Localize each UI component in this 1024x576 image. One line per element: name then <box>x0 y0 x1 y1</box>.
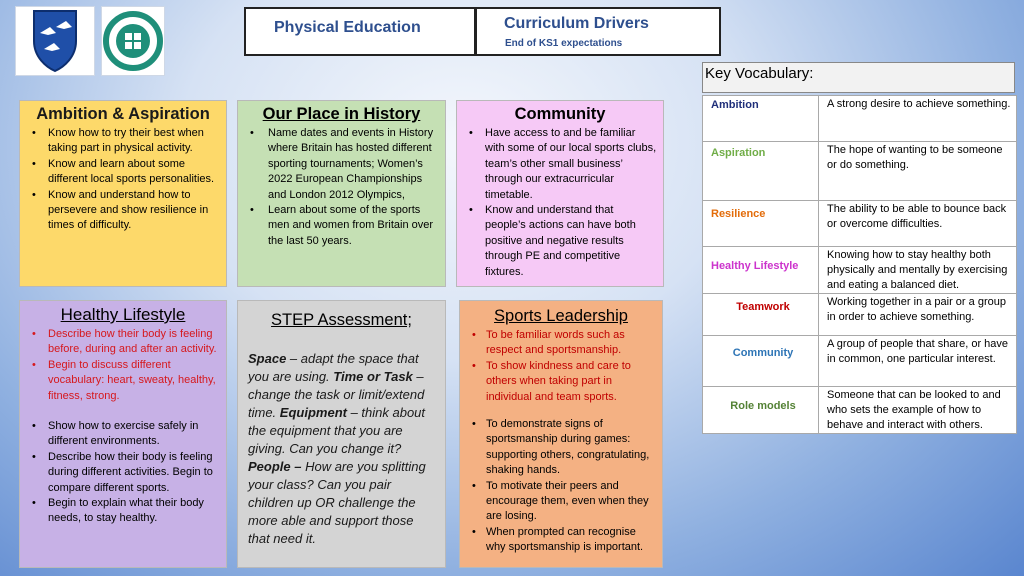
healthy-lifestyle-panel <box>19 300 227 568</box>
vocab-term: Teamwork <box>703 294 819 336</box>
equipment-text: – think about the equipment that you are giving. Can you change it? <box>248 405 426 456</box>
step-text <box>248 350 435 548</box>
space-label: Space <box>248 351 287 366</box>
history-panel <box>237 100 446 287</box>
subject-title: Physical Education <box>274 19 421 36</box>
list-item: • To motivate their peers and encourage them, even when they are losing. <box>466 479 656 525</box>
drivers-title: Curriculum Drivers <box>504 15 649 32</box>
vocab-definition: A strong desire to achieve something. <box>819 96 1017 142</box>
list-item: • Begin to explain what their body needs, to stay healthy. <box>26 496 220 527</box>
history-title: Our Place in History <box>262 105 421 123</box>
ambition-list <box>26 126 220 234</box>
community-list <box>463 126 657 280</box>
people-text: How are you splitting your class? Can you pair children up OR challenge the more able and support those that need it. <box>248 459 426 546</box>
list-item: • Describe how their body is feeling before, during and after an activity. <box>26 327 220 358</box>
space-text: – adapt the space that you are using. <box>248 351 419 384</box>
partner-logo <box>101 6 165 76</box>
vocab-row <box>703 201 1017 247</box>
vocab-definition: The ability to be able to bounce back or overcome difficulties. <box>819 201 1017 247</box>
history-list <box>244 126 439 249</box>
list-item: • Learn about some of the sports men and women from Britain over the last 50 years. <box>244 203 439 249</box>
drivers-header <box>475 7 721 56</box>
list-item: • Have access to and be familiar with some of our local sports clubs, team’s other small business’ through our extracurricular timetable. <box>463 126 657 203</box>
vocab-row <box>703 142 1017 201</box>
list-item: • Know how to try their best when taking part in physical activity. <box>26 126 220 157</box>
vocab-row <box>703 247 1017 294</box>
vocab-definition: Knowing how to stay healthy both physically and mentally by exercising and eating a balanced diet. <box>819 247 1017 294</box>
vocab-definition: Working together in a pair or a group in order to achieve something. <box>819 294 1017 336</box>
drivers-subtitle: End of KS1 expectations <box>505 38 623 49</box>
list-item: • When prompted can recognise why sportsmanship is important. <box>466 525 656 556</box>
sports-leadership-list <box>466 328 656 556</box>
vocab-term: Healthy Lifestyle <box>703 247 819 294</box>
list-item: • Know and understand how to persevere and show resilience in times of difficulty. <box>26 188 220 234</box>
vocab-term: Resilience <box>703 201 819 247</box>
key-vocabulary-table <box>702 95 1017 434</box>
school-crest-logo <box>15 6 95 76</box>
vocab-term: Community <box>703 336 819 387</box>
list-item: • To be familiar words such as respect and sportsmanship. <box>466 328 656 359</box>
list-item: • To show kindness and care to others when taking part in individual and team sports. <box>466 359 656 405</box>
equipment-label: Equipment <box>279 405 347 420</box>
list-item: • Know and understand that people’s actions can have both positive and negative results through PE and competitive fixtures. <box>463 203 657 280</box>
time-label: Time or Task <box>333 369 413 384</box>
healthy-lifestyle-title: Healthy Lifestyle <box>60 305 186 324</box>
list-item: • Begin to discuss different vocabulary: heart, sweaty, healthy, fitness, strong. <box>26 358 220 404</box>
list-item: • Describe how their body is feeling during different activities. Begin to compare different sports. <box>26 450 220 496</box>
vocab-definition: A group of people that share, or have in common, one particular interest. <box>819 336 1017 387</box>
time-text: – change the task or limit/extend time. <box>248 369 425 420</box>
vocab-row <box>703 336 1017 387</box>
list-item: • Name dates and events in History where Britain has hosted different sporting tournaments; Women’s 2022 European Championships and London 2012 Olympics, <box>244 126 439 203</box>
vocab-definition: The hope of wanting to be someone or do something. <box>819 142 1017 201</box>
list-item: • To demonstrate signs of sportsmanship during games: supporting others, congratulating, shaking hands. <box>466 417 656 479</box>
subject-header <box>244 7 476 56</box>
step-assessment-panel <box>237 300 446 568</box>
vocab-term: Ambition <box>703 96 819 142</box>
ambition-panel <box>19 100 227 287</box>
vocab-term: Aspiration <box>703 142 819 201</box>
vocab-row <box>703 294 1017 336</box>
community-title: Community <box>514 105 606 123</box>
list-item: • Know and learn about some different local sports personalities. <box>26 157 220 188</box>
sports-leadership-panel <box>459 300 663 568</box>
people-label: People – <box>248 459 302 474</box>
step-title: STEP Assessment; <box>271 311 412 329</box>
list-item: • Show how to exercise safely in different environments. <box>26 419 220 450</box>
vocab-definition: Someone that can be looked to and who sets the example of how to behave and interact with others. <box>819 387 1017 434</box>
ambition-title: Ambition & Aspiration <box>36 105 210 123</box>
vocab-row <box>703 96 1017 142</box>
vocab-term: Role models <box>703 387 819 434</box>
healthy-lifestyle-list <box>26 327 220 527</box>
key-vocabulary-heading: Key Vocabulary: <box>702 62 1015 93</box>
community-panel <box>456 100 664 287</box>
sports-leadership-title: Sports Leadership <box>494 307 628 325</box>
vocab-row <box>703 387 1017 434</box>
